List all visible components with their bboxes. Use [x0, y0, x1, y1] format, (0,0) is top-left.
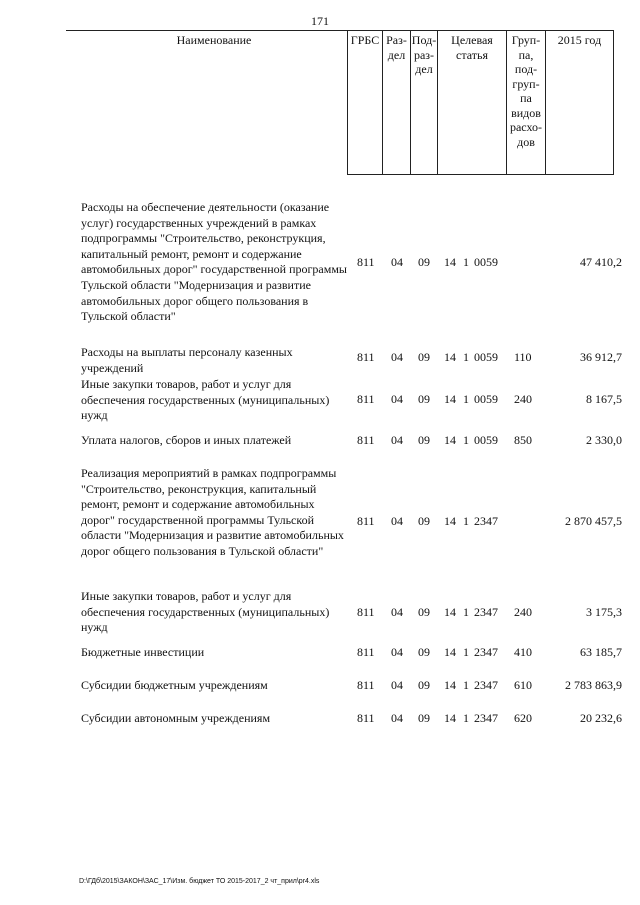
header-name-cell	[81, 30, 347, 175]
header-podrazdel-cell: Под- раз- дел	[410, 30, 437, 175]
header-celevaya-cell: Целевая статья	[437, 30, 506, 175]
header-grbs: ГРБС	[350, 33, 380, 47]
header-razdel-cell: Раз- дел	[382, 30, 410, 175]
header-grbs-cell	[347, 30, 382, 175]
header-year-cell	[545, 30, 613, 175]
header-name: Наименование	[176, 33, 252, 47]
header-year: 2015 год	[557, 33, 602, 47]
header-gruppa-cell: Груп- па, под- груп- па видов расхо- дов	[506, 30, 545, 175]
file-path-footer: D:\ГДб\2015\ЗАКОН\ЗАС_17\Изм. бюджет ТО 2015-2017_2 чт_прил\pr4.xls	[79, 878, 320, 885]
page-number: 171	[311, 14, 329, 28]
